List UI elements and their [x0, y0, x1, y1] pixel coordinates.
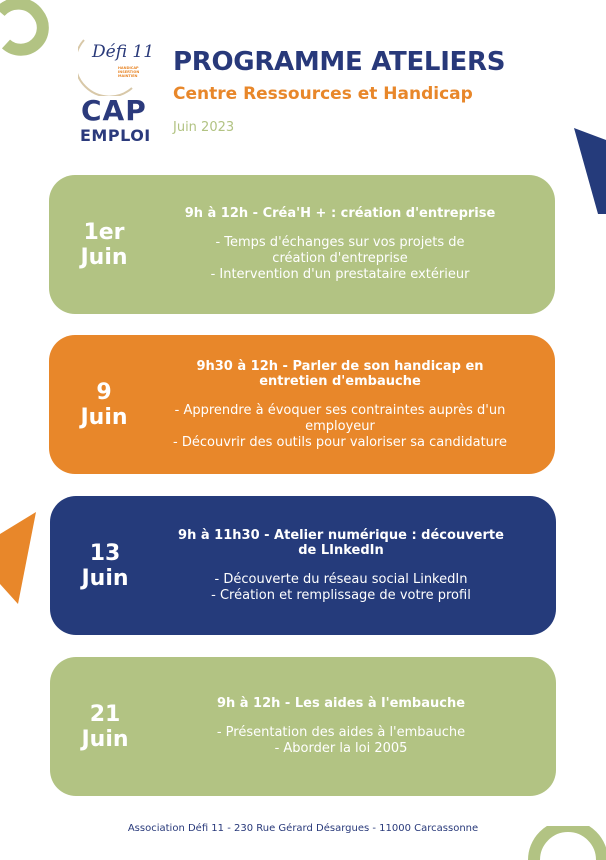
session-card-4 — [50, 657, 556, 796]
session-body — [148, 496, 534, 635]
logo-defi-text: Défi 11 — [92, 42, 155, 62]
session-detail: - Découvrir des outils pour valoriser sa candidature — [173, 434, 507, 450]
session-detail: - Création et remplissage de votre profil — [211, 587, 471, 603]
session-card-2 — [49, 335, 555, 474]
session-date — [50, 702, 160, 752]
session-title — [147, 359, 533, 389]
session-title — [148, 528, 534, 558]
session-detail: - Aborder la loi 2005 — [274, 741, 408, 756]
green-arc-top-left — [0, 0, 50, 60]
session-body — [147, 175, 533, 314]
footer-address: Association Défi 11 - 230 Rue Gérard Désargues - 11000 Carcassonne — [127, 823, 479, 834]
session-title: 9h à 12h - Créa'H + : création d'entreprise — [184, 206, 496, 221]
navy-triangle-right — [570, 128, 606, 218]
logo-defi-subtext: HANDICAP INSERTION MAINTIEN — [118, 66, 140, 78]
session-day: 13 — [89, 540, 121, 566]
session-body — [148, 657, 534, 796]
session-detail: - Découverte du réseau social LinkedIn — [214, 571, 468, 587]
session-date — [49, 380, 159, 430]
session-month: Juin — [80, 244, 128, 270]
page-title: PROGRAMME ATELIERS — [173, 47, 506, 77]
session-card-1 — [49, 175, 555, 314]
logo-cap-text: CAP — [81, 94, 147, 127]
logo-emploi-text: EMPLOI — [80, 126, 151, 145]
session-body — [147, 335, 533, 474]
session-title-line: entretien d'embauche — [259, 373, 421, 389]
session-title: 9h à 12h - Les aides à l'embauche — [216, 696, 466, 711]
page-subtitle: Centre Ressources et Handicap — [173, 84, 473, 104]
cap-emploi-logo — [78, 36, 158, 146]
session-month: Juin — [81, 565, 129, 591]
session-title-line: de LInkedIn — [298, 542, 384, 558]
session-detail: - Présentation des aides à l'embauche — [216, 725, 466, 740]
session-detail: employeur — [305, 418, 375, 434]
session-month: Juin — [81, 726, 129, 752]
session-date — [49, 220, 159, 270]
session-detail: - Temps d'échanges sur vos projets de — [215, 235, 465, 250]
session-card-3 — [50, 496, 556, 635]
session-title-line: 9h à 11h30 - Atelier numérique : découverte — [178, 527, 504, 543]
session-detail: - Intervention d'un prestataire extérieur — [210, 267, 470, 282]
page-date: Juin 2023 — [173, 120, 235, 135]
orange-triangle-left — [0, 512, 40, 604]
session-detail: - Apprendre à évoquer ses contraintes auprès d'un — [174, 402, 506, 418]
session-detail: création d'entreprise — [272, 251, 408, 266]
session-date — [50, 541, 160, 591]
session-title-line: 9h30 à 12h - Parler de son handicap en — [196, 358, 484, 374]
session-day: 9 — [96, 379, 112, 405]
session-day: 21 — [89, 701, 121, 727]
session-day: 1er — [83, 219, 125, 245]
session-month: Juin — [80, 404, 128, 430]
